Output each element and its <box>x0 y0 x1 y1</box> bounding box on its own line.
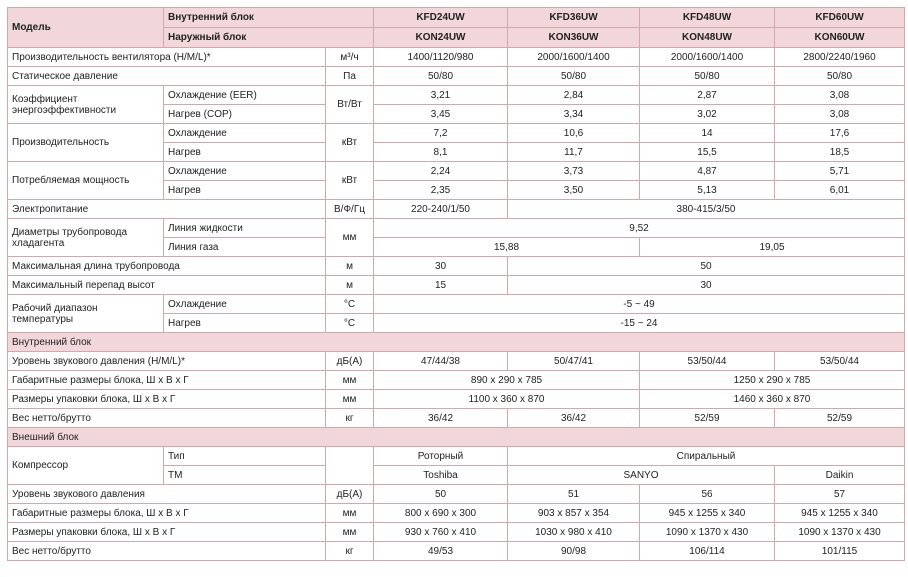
value-cell: 903 х 857 х 354 <box>508 504 640 523</box>
row-label: Диаметры трубопровода хладагента <box>8 219 164 257</box>
row-label: Максимальный перепад высот <box>8 276 326 295</box>
indoor-model: KFD48UW <box>640 8 775 28</box>
table-row <box>8 67 905 86</box>
unit-cell: Па <box>326 67 374 86</box>
unit-cell: кВт <box>326 162 374 200</box>
unit-cell: °С <box>326 314 374 333</box>
table-row <box>8 200 905 219</box>
unit-cell: Вт/Вт <box>326 86 374 124</box>
value-cell: 15 <box>374 276 508 295</box>
value-cell: Спиральный <box>508 447 905 466</box>
value-cell: 50/80 <box>640 67 775 86</box>
value-cell: 3,73 <box>508 162 640 181</box>
value-cell: 945 х 1255 х 340 <box>775 504 905 523</box>
unit-cell: дБ(А) <box>326 352 374 371</box>
table-row <box>8 295 905 314</box>
sub-label: Тип <box>164 447 326 466</box>
section-title: Внутренний блок <box>8 333 905 352</box>
value-cell: 3,50 <box>508 181 640 200</box>
value-cell: 1090 х 1370 х 430 <box>640 523 775 542</box>
unit-cell: мм <box>326 523 374 542</box>
table-row <box>8 447 905 466</box>
table-row <box>8 276 905 295</box>
value-cell: 17,6 <box>775 124 905 143</box>
value-cell: Роторный <box>374 447 508 466</box>
outdoor-model: KON60UW <box>775 28 905 48</box>
unit-cell: м <box>326 276 374 295</box>
value-cell: SANYO <box>508 466 775 485</box>
value-cell: 30 <box>374 257 508 276</box>
value-cell: 36/42 <box>374 409 508 428</box>
value-cell: 30 <box>508 276 905 295</box>
row-label: Компрессор <box>8 447 164 485</box>
outdoor-model: KON48UW <box>640 28 775 48</box>
unit-cell: °С <box>326 295 374 314</box>
value-cell: 10,6 <box>508 124 640 143</box>
value-cell: 50 <box>374 485 508 504</box>
unit-cell: мм <box>326 219 374 257</box>
value-cell: 53/50/44 <box>775 352 905 371</box>
sub-label: Охлаждение <box>164 295 326 314</box>
row-label: Производительность вентилятора (H/M/L)* <box>8 48 326 67</box>
row-label: Вес нетто/брутто <box>8 542 326 561</box>
value-cell: 2000/1600/1400 <box>508 48 640 67</box>
value-cell: 50/80 <box>775 67 905 86</box>
value-cell: 2,24 <box>374 162 508 181</box>
value-cell: 52/59 <box>640 409 775 428</box>
value-cell: 2,87 <box>640 86 775 105</box>
sub-label: Охлаждение <box>164 162 326 181</box>
value-cell: 50 <box>508 257 905 276</box>
value-cell: 3,08 <box>775 105 905 124</box>
sub-label: Линия газа <box>164 238 326 257</box>
value-cell: 106/114 <box>640 542 775 561</box>
row-label: Габаритные размеры блока, Ш х В х Г <box>8 371 326 390</box>
value-cell: 11,7 <box>508 143 640 162</box>
table-row <box>8 219 905 238</box>
table-row <box>8 390 905 409</box>
unit-cell: В/Ф/Гц <box>326 200 374 219</box>
table-row <box>8 48 905 67</box>
value-cell: 101/115 <box>775 542 905 561</box>
sub-label: Охлаждение <box>164 124 326 143</box>
table-row <box>8 409 905 428</box>
indoor-model: KFD24UW <box>374 8 508 28</box>
value-cell: 56 <box>640 485 775 504</box>
row-label: Статическое давление <box>8 67 326 86</box>
value-cell: 4,87 <box>640 162 775 181</box>
value-cell: 47/44/38 <box>374 352 508 371</box>
outdoor-model: KON36UW <box>508 28 640 48</box>
table-row <box>8 485 905 504</box>
unit-cell: м³/ч <box>326 48 374 67</box>
value-cell: 15,5 <box>640 143 775 162</box>
value-cell: 3,21 <box>374 86 508 105</box>
value-cell: 3,02 <box>640 105 775 124</box>
indoor-model: KFD60UW <box>775 8 905 28</box>
sub-label: Нагрев <box>164 181 326 200</box>
value-cell: 1090 х 1370 х 430 <box>775 523 905 542</box>
indoor-unit-label: Внутренний блок <box>164 8 374 28</box>
row-label: Вес нетто/брутто <box>8 409 326 428</box>
row-label: Уровень звукового давления (H/M/L)* <box>8 352 326 371</box>
value-cell: 50/47/41 <box>508 352 640 371</box>
row-label: Размеры упаковки блока, Ш х В х Г <box>8 390 326 409</box>
unit-cell: кг <box>326 409 374 428</box>
table-row <box>8 371 905 390</box>
table-row <box>8 504 905 523</box>
outdoor-unit-label: Наружный блок <box>164 28 374 48</box>
section-row-indoor <box>8 333 905 352</box>
table-row <box>8 162 905 181</box>
value-cell: 1030 х 980 х 410 <box>508 523 640 542</box>
value-cell: 3,45 <box>374 105 508 124</box>
indoor-model: KFD36UW <box>508 8 640 28</box>
sub-label: Нагрев (COP) <box>164 105 326 124</box>
sub-label: Нагрев <box>164 143 326 162</box>
value-cell: 2,35 <box>374 181 508 200</box>
value-cell: 19,05 <box>640 238 905 257</box>
unit-cell <box>326 447 374 485</box>
value-cell: 53/50/44 <box>640 352 775 371</box>
table-row <box>8 257 905 276</box>
value-cell: 945 х 1255 х 340 <box>640 504 775 523</box>
row-label: Размеры упаковки блока, Ш х В х Г <box>8 523 326 542</box>
value-cell: 2000/1600/1400 <box>640 48 775 67</box>
value-cell: Toshiba <box>374 466 508 485</box>
sub-label: Нагрев <box>164 314 326 333</box>
value-cell: 890 х 290 х 785 <box>374 371 640 390</box>
value-cell: 14 <box>640 124 775 143</box>
unit-cell: мм <box>326 504 374 523</box>
value-cell: 3,34 <box>508 105 640 124</box>
value-cell: 8,1 <box>374 143 508 162</box>
value-cell: 2,84 <box>508 86 640 105</box>
table-row <box>8 352 905 371</box>
value-cell: 36/42 <box>508 409 640 428</box>
value-cell: -5 ~ 49 <box>374 295 905 314</box>
row-label: Производительность <box>8 124 164 162</box>
unit-cell: мм <box>326 390 374 409</box>
value-cell: 50/80 <box>374 67 508 86</box>
section-row-outdoor <box>8 428 905 447</box>
value-cell: 15,88 <box>374 238 640 257</box>
value-cell: 6,01 <box>775 181 905 200</box>
unit-cell: кг <box>326 542 374 561</box>
section-title: Внешний блок <box>8 428 905 447</box>
unit-cell: дБ(А) <box>326 485 374 504</box>
spec-table <box>7 7 905 561</box>
value-cell: 2800/2240/1960 <box>775 48 905 67</box>
value-cell: 5,71 <box>775 162 905 181</box>
row-label: Коэффициент энергоэффективности <box>8 86 164 124</box>
sub-label: Линия жидкости <box>164 219 326 238</box>
value-cell: -15 ~ 24 <box>374 314 905 333</box>
outdoor-model: KON24UW <box>374 28 508 48</box>
sub-label: Охлаждение (EER) <box>164 86 326 105</box>
value-cell: 800 х 690 х 300 <box>374 504 508 523</box>
unit-cell: кВт <box>326 124 374 162</box>
table-row <box>8 86 905 105</box>
row-label: Уровень звукового давления <box>8 485 326 504</box>
value-cell: 3,08 <box>775 86 905 105</box>
value-cell: 90/98 <box>508 542 640 561</box>
sub-label: ТМ <box>164 466 326 485</box>
value-cell: 1460 х 360 х 870 <box>640 390 905 409</box>
unit-cell: мм <box>326 371 374 390</box>
value-cell: 51 <box>508 485 640 504</box>
value-cell: 1100 х 360 х 870 <box>374 390 640 409</box>
table-row <box>8 124 905 143</box>
table-row <box>8 542 905 561</box>
header-row-indoor <box>8 8 905 28</box>
value-cell: 5,13 <box>640 181 775 200</box>
value-cell: 1250 х 290 х 785 <box>640 371 905 390</box>
row-label: Максимальная длина трубопровода <box>8 257 326 276</box>
row-label: Потребляемая мощность <box>8 162 164 200</box>
value-cell: 57 <box>775 485 905 504</box>
value-cell: 18,5 <box>775 143 905 162</box>
model-label: Модель <box>8 8 164 48</box>
value-cell: Daikin <box>775 466 905 485</box>
table-row <box>8 523 905 542</box>
value-cell: 49/53 <box>374 542 508 561</box>
value-cell: 930 х 760 х 410 <box>374 523 508 542</box>
row-label: Рабочий диапазон температуры <box>8 295 164 333</box>
unit-cell: м <box>326 257 374 276</box>
value-cell: 9,52 <box>374 219 905 238</box>
value-cell: 220-240/1/50 <box>374 200 508 219</box>
row-label: Габаритные размеры блока, Ш х В х Г <box>8 504 326 523</box>
value-cell: 1400/1120/980 <box>374 48 508 67</box>
value-cell: 52/59 <box>775 409 905 428</box>
value-cell: 380-415/3/50 <box>508 200 905 219</box>
value-cell: 7,2 <box>374 124 508 143</box>
value-cell: 50/80 <box>508 67 640 86</box>
row-label: Электропитание <box>8 200 326 219</box>
